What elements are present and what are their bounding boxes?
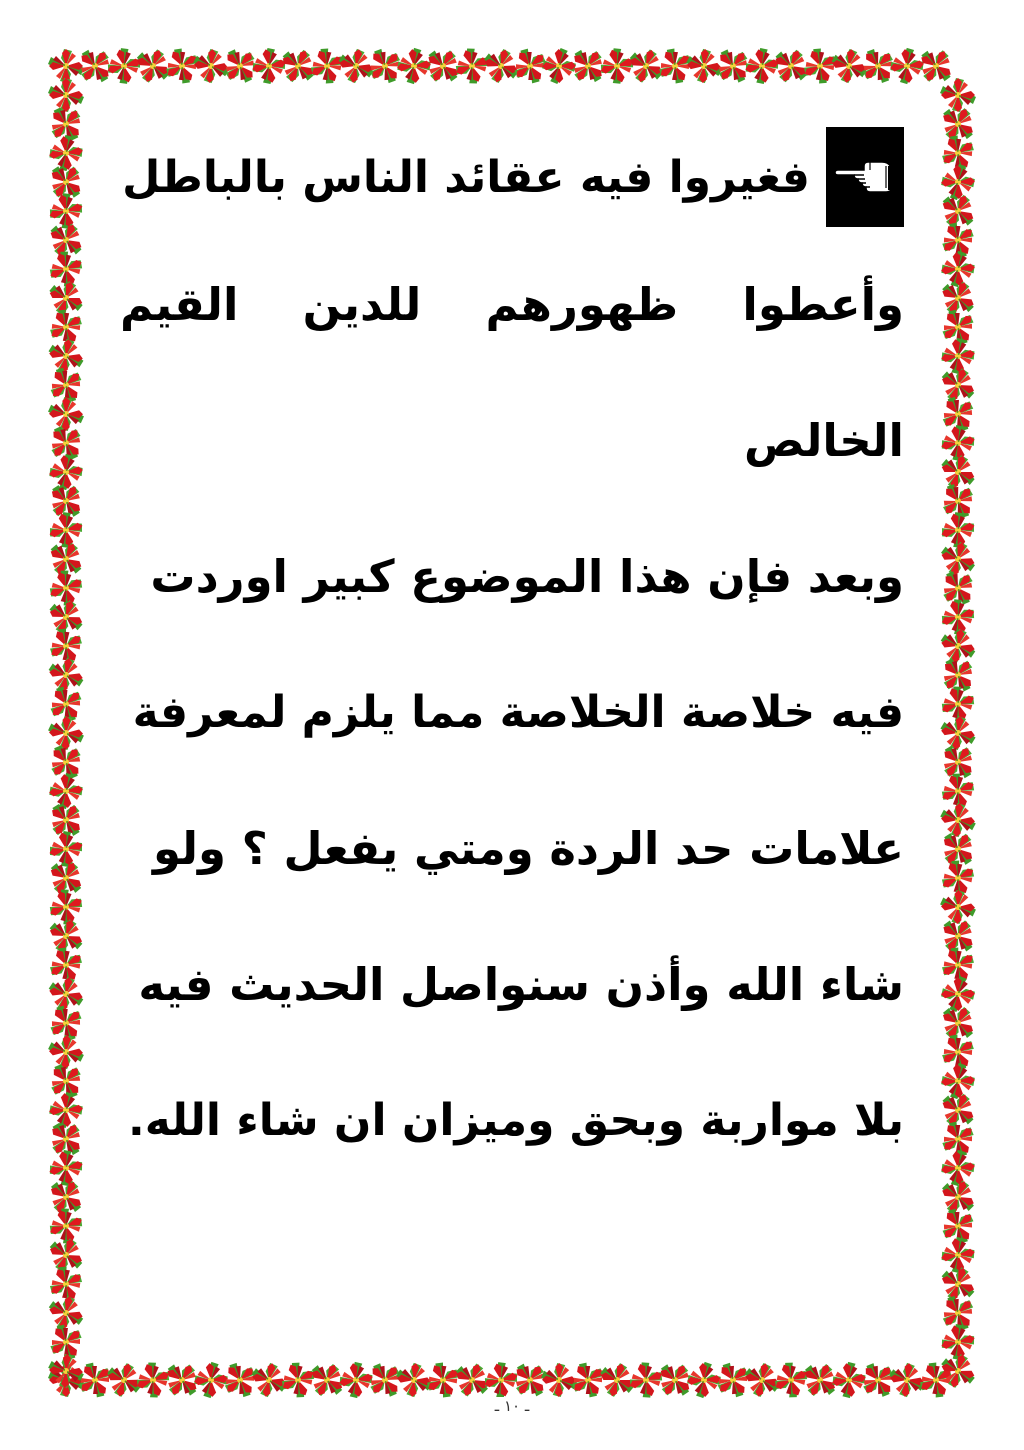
poinsettia-flower-icon [47, 771, 85, 810]
poinsettia-flower-icon [43, 565, 88, 611]
text-line-7 [120, 916, 904, 1052]
text-line-3 [120, 372, 904, 508]
poinsettia-flower-icon [940, 78, 976, 112]
poinsettia-flower-icon [45, 655, 86, 695]
poinsettia-flower-icon [940, 163, 976, 201]
word: القيم [120, 277, 239, 331]
poinsettia-flower-icon [394, 1361, 433, 1399]
poinsettia-flower-icon [938, 422, 979, 464]
poinsettia-flower-icon [542, 48, 577, 85]
poinsettia-flower-icon [45, 1147, 86, 1190]
poinsettia-flower-icon [45, 508, 87, 552]
line-text: فيه خلاصة الخلاصة مما يلزم لمعرفة [132, 686, 904, 738]
poinsettia-flower-icon [45, 974, 87, 1014]
poinsettia-flower-icon [939, 1148, 977, 1188]
line-text: علامات حد الردة ومتي يفعل ؟ ولو [152, 821, 904, 875]
line-text: شاء الله وأذن سنواصل الحديث فيه [138, 957, 904, 1011]
poinsettia-flower-icon [45, 189, 88, 233]
poinsettia-flower-icon [742, 45, 783, 87]
poinsettia-flower-icon [941, 976, 976, 1013]
poinsettia-flower-icon [937, 1321, 978, 1364]
poinsettia-flower-icon [249, 45, 289, 87]
page-number [0, 1397, 1024, 1415]
poinsettia-flower-icon [480, 1358, 522, 1402]
poinsettia-flower-icon [192, 1361, 229, 1400]
poinsettia-flower-icon [939, 889, 976, 924]
poinsettia-flower-icon [686, 1361, 722, 1399]
line-text: فغيروا فيه عقائد الناس بالباطل [122, 151, 810, 203]
poinsettia-flower-icon [43, 884, 88, 930]
poinsettia-flower-icon [47, 1091, 84, 1130]
poinsettia-flower-icon [248, 1360, 290, 1400]
poinsettia-flower-icon [887, 1361, 927, 1399]
poinsettia-flower-icon [48, 78, 84, 112]
poinsettia-flower-icon [938, 336, 977, 377]
document-body [120, 118, 904, 1188]
text-line-6 [120, 780, 904, 916]
poinsettia-flower-icon [937, 626, 979, 666]
poinsettia-flower-icon [335, 46, 376, 86]
line-text: وبعد فإن هذا الموضوع كبير اوردت [150, 549, 904, 603]
poinsettia-flower-icon [192, 47, 231, 84]
word: ظهورهم [485, 277, 679, 331]
poinsettia-flower-icon [541, 1363, 578, 1398]
poinsettia-flower-icon [47, 452, 85, 492]
poinsettia-flower-icon [829, 46, 870, 85]
poinsettia-flower-icon [47, 133, 86, 173]
poinsettia-flower-icon [685, 48, 723, 84]
poinsettia-flower-icon [47, 1034, 85, 1070]
word: وأعطوا [742, 277, 904, 331]
text-line-4 [120, 508, 904, 644]
text-line-1 [120, 118, 904, 236]
poinsettia-flower-icon [103, 44, 146, 88]
poinsettia-flower-icon [336, 1359, 376, 1400]
line-text: الخالص [744, 413, 904, 467]
poinsettia-flower-icon [46, 336, 87, 375]
pointing-hand-icon [826, 127, 904, 227]
text-line-5 [120, 644, 904, 780]
poinsettia-flower-icon [940, 1062, 976, 1100]
poinsettia-flower-icon [395, 46, 433, 85]
poinsettia-flower-icon [938, 1234, 978, 1275]
poinsettia-flower-icon [47, 715, 84, 750]
text-line-8 [120, 1052, 904, 1188]
poinsettia-flower-icon [48, 397, 85, 432]
page-number-text: ـ ١٠ ـ [491, 1397, 533, 1415]
poinsettia-flower-icon [45, 1293, 87, 1334]
text-line-2 [120, 236, 904, 372]
poinsettia-flower-icon [938, 714, 978, 753]
line-text: بلا مواربة وبحق وميزان ان شاء الله. [128, 1094, 904, 1146]
word: للدين [302, 277, 422, 331]
poinsettia-flower-icon [829, 1360, 868, 1401]
poinsettia-flower-icon [939, 801, 978, 838]
poinsettia-flower-icon [624, 1357, 668, 1402]
poinsettia-flower-icon [888, 46, 926, 86]
poinsettia-flower-icon [595, 44, 638, 88]
poinsettia-flower-icon [48, 49, 84, 83]
poinsettia-flower-icon [45, 827, 87, 870]
poinsettia-flower-icon [44, 1203, 89, 1249]
poinsettia-flower-icon [939, 249, 977, 288]
